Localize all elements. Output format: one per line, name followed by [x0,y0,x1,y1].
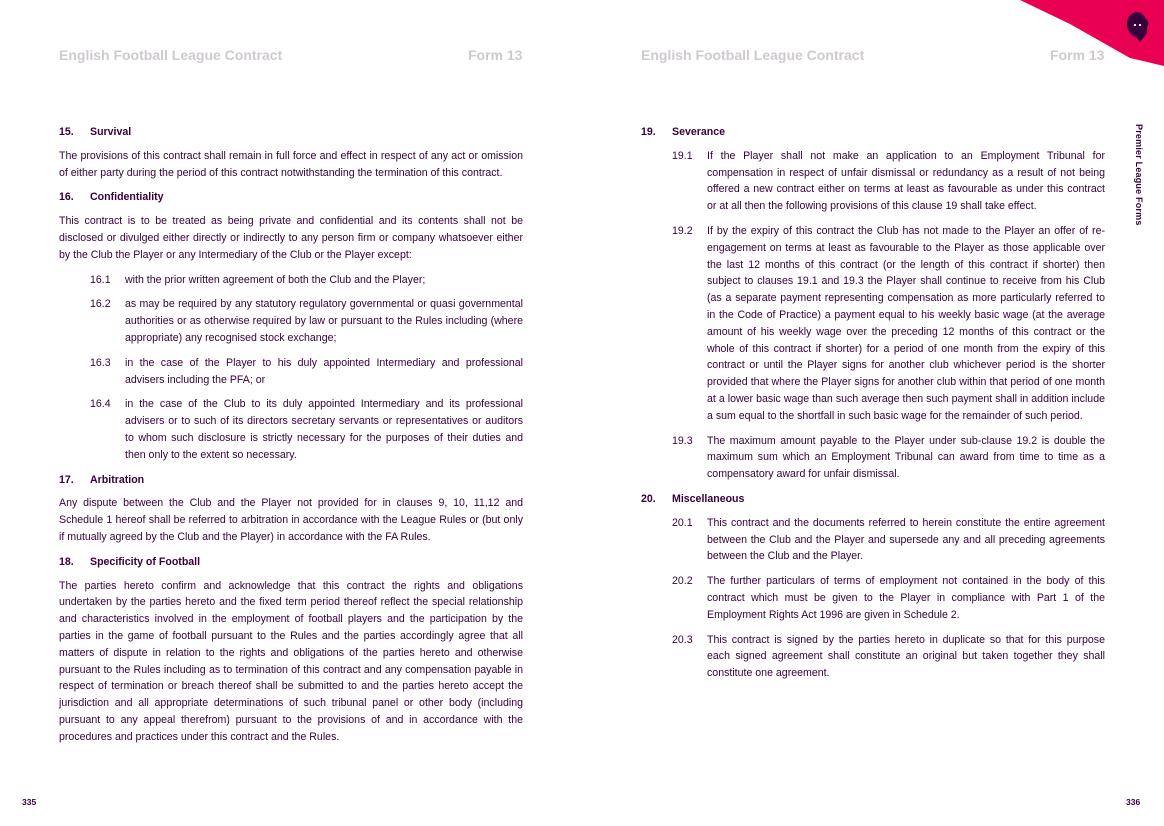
section-number: 15. [59,126,74,138]
section-title: Survival [90,126,132,138]
clause-text: The further particulars of terms of employment not contained in the body of this contract which must be given to the Player in compliance with Part 1 of the Employment Rights Act 1996 are given in Schedule 2. [707,575,1105,621]
corner-banner [1010,0,1164,70]
left-column [59,124,523,754]
paragraph: The parties hereto confirm and acknowledge that this contract the rights and obligations undertaken by the parties hereto and the fixed term period thereof reflect the special relationship and characteristics involved in the employment of football players and the participation by the parties in the game of football pursuant to the Rules and the parties accordingly agree that all matters of dispute in relation to the rights and obligations of the parties hereto and otherwise pursuant to the Rules including as to termination of this contract and any compensation payable in respect of termination or breach thereof shall be submitted to and the parties hereto accept the jurisdiction and all appropriate determinations of such tribunal panel or other body (including pursuant to any appeal therefrom) pursuant to the provisions of and in accordance with the procedures and practices under this contract and the Rules. [59,579,523,743]
clause-16-2 [90,296,523,346]
section-heading-miscellaneous [641,491,1105,508]
paragraph: The provisions of this contract shall remain in full force and effect in respect of any act or omission of either party during the period of this contract notwithstanding the termination of this contract. [59,149,523,179]
section-heading-specificity [59,554,523,571]
running-head-form: Form 13 [468,47,523,63]
clause-text: with the prior written agreement of both the Club and the Player; [125,273,426,286]
page-number: 335 [22,797,37,807]
right-page [582,0,1164,826]
paragraph: Any dispute between the Club and the Player not provided for in clauses 9, 10, 11,12 and Schedule 1 hereof shall be referred to arbitration in accordance with the League Rules or (but only if mutually agreed by the Club and the Player) in accordance with the FA Rules. [59,497,523,543]
right-column [641,124,1105,690]
clause-text: in the case of the Player to his duly appointed Intermediary and professional advisers including the PFA; or [125,356,523,386]
clause-text: This contract and the documents referred to herein constitute the entire agreement between the Club and the Player and supersede any and all preceding agreements between the Club and the Player. [707,516,1105,563]
section-title: Arbitration [90,473,145,486]
clause-number: 16.4 [90,398,111,411]
clause-16-1 [90,272,523,289]
clause-19-3 [672,433,1105,483]
clause-number: 16.1 [90,273,111,286]
running-head-title: English Football League Contract [641,47,865,63]
clause-text: If by the expiry of this contract the Club has not made to the Player an offer of re-engagement on terms at least as favourable to the Player as those applicable over the last 12 months of this contract (or the length of this contract if shorter) then subject to clauses 19.1 and 19.3 the Player shall continue to receive from his Club (as a separate payment representing compensation as more particularly referred to in the Code of Practice) a payment equal to his weekly basic wage (at the average amount of his weekly wage over the preceding 12 months of this contract or the whole of this contract if shorter) for a period of one month from the expiry of this contract or until the Player signs for another club whichever period is the shorter provided that where the Player signs for another club within that period of one month at a lower basic wage than such average then such payment shall in addition include a sum equal to the shortfall in such basic wage for the remainder of such period. [707,224,1105,422]
clause-16-3 [90,355,523,389]
clause-20-1 [672,515,1105,565]
side-label: Premier League Forms [1134,124,1144,226]
clause-19-1 [672,148,1105,215]
clause-text: as may be required by any statutory regulatory governmental or quasi governmental authorities or as otherwise required by law or pursuant to the Rules including (where appropriate) any recognised stock exchange; [125,298,523,344]
clause-number: 20.2 [672,575,693,588]
section-number: 20. [641,492,656,505]
clause-text: The maximum amount payable to the Player under sub-clause 19.2 is double the maximum sum which an Employment Tribunal can award from time to time as a compensatory award for unfair dismissal. [707,434,1105,481]
section-number: 18. [59,555,74,568]
section-number: 16. [59,191,74,204]
clause-number: 16.2 [90,298,111,311]
section-title: Specificity of Football [90,555,201,568]
clause-19-2 [672,223,1105,425]
clause-number: 20.3 [672,633,693,646]
clause-16-4 [90,396,523,463]
running-head-title: English Football League Contract [59,47,283,63]
clause-20-2 [672,573,1105,623]
section-number: 19. [641,126,656,138]
clause-text: in the case of the Club to its duly appointed Intermediary and its professional advisers or to such of its directors secretary servants or representatives or auditors to whom such disclosure is strictly necessary for the purposes of their duties and then only to the extent so necessary. [125,398,523,461]
clause-text: If the Player shall not make an application to an Employment Tribunal for compensation in respect of unfair dismissal or redundancy as a result of not being offered a new contract either on terms at least as favourable as under this contract or at all then the following provisions of this clause 19 shall take effect. [707,149,1105,213]
section-title: Confidentiality [90,191,164,204]
section-heading-arbitration [59,472,523,489]
section-title: Severance [672,126,726,138]
section-heading-severance [641,124,1105,141]
running-head-form: Form 13 [1050,47,1105,63]
page-number: 336 [1126,797,1141,807]
paragraph: This contract is to be treated as being private and confidential and its contents shall not be disclosed or divulged either directly or indirectly to any person firm or company whatsoever either by the Club the Player or any Intermediary of the Club or the Player except: [59,215,523,261]
clause-number: 19.3 [672,434,693,447]
section-number: 17. [59,473,74,486]
clause-number: 16.3 [90,356,111,369]
clause-number: 19.1 [672,149,693,162]
section-title: Miscellaneous [672,492,745,505]
clause-text: This contract is signed by the parties hereto in duplicate so that for this purpose each signed agreement shall constitute an original but taken together they shall constitute one agreement. [707,633,1105,680]
section-heading-confidentiality [59,189,523,206]
clause-number: 19.2 [672,224,693,237]
section-heading-survival [59,124,523,141]
clause-number: 20.1 [672,516,693,529]
clause-20-3 [672,632,1105,682]
